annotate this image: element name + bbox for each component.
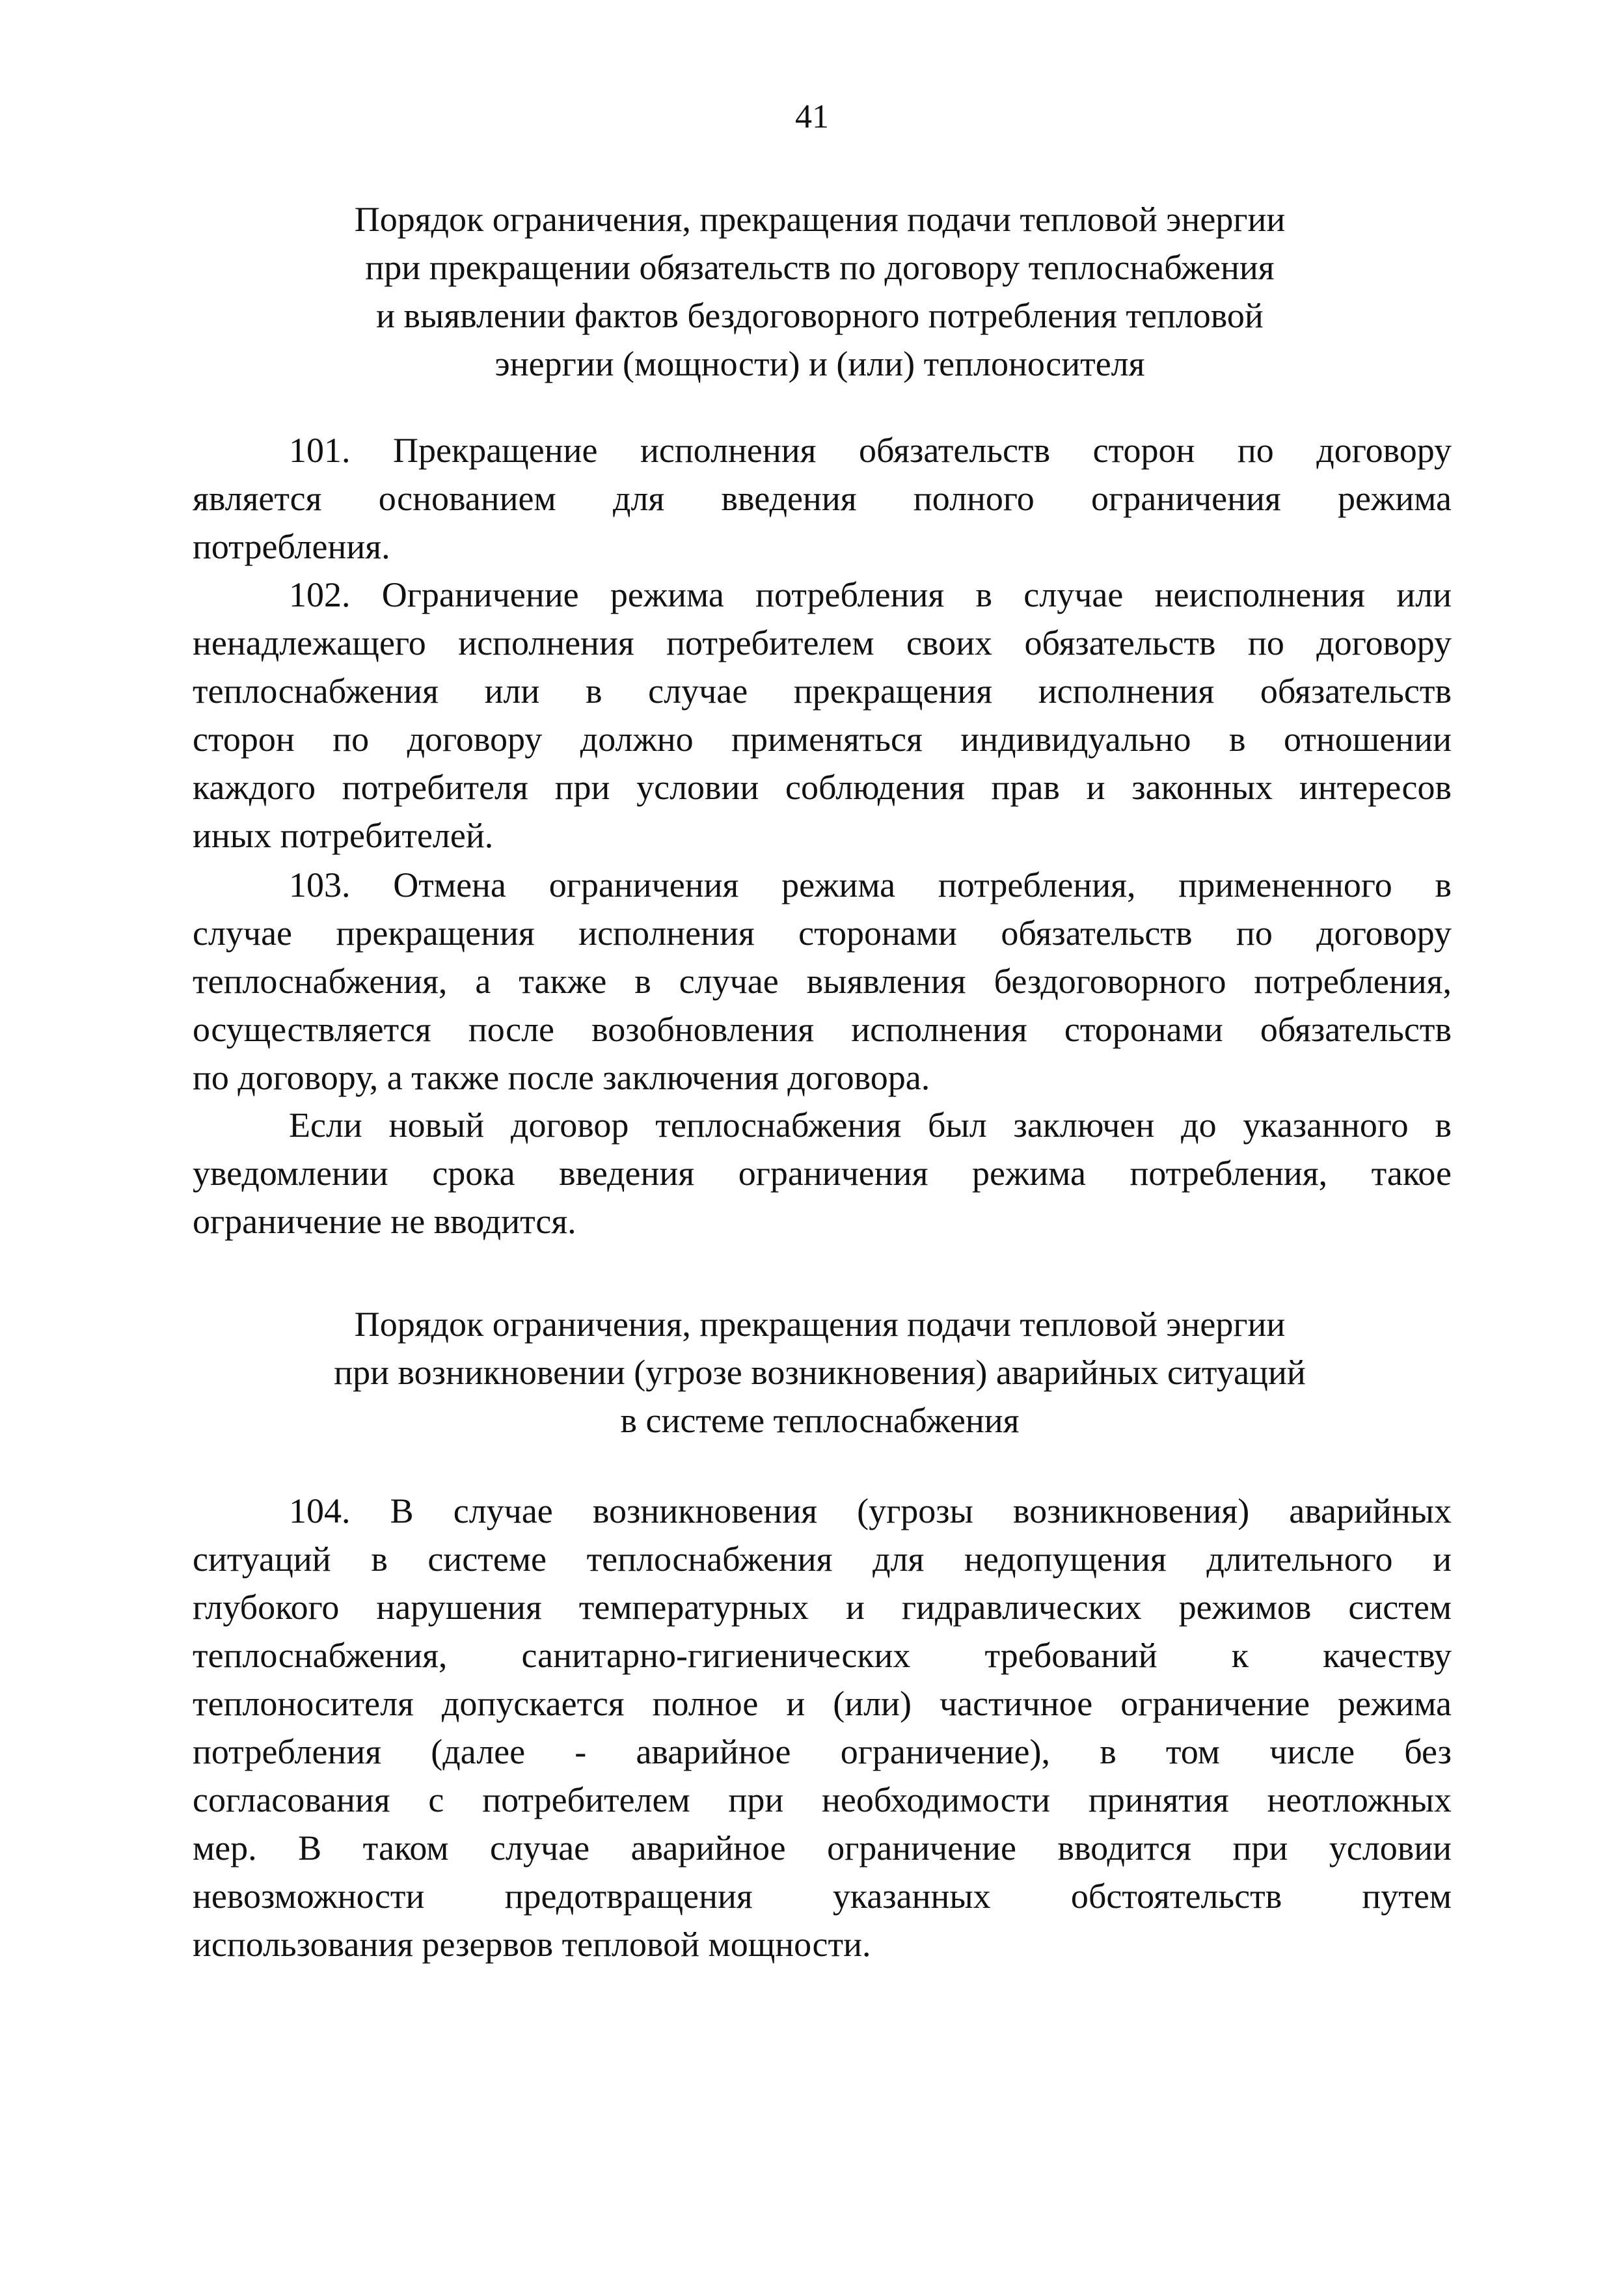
text-line: потребления (далее - аварийное ограничение), в том числе без	[193, 1732, 1452, 1771]
heading-line: при возникновении (угрозе возникновения) аварийных ситуаций	[334, 1353, 1306, 1392]
text-line: теплоносителя допускается полное и (или) частичное ограничение режима	[193, 1684, 1452, 1723]
text-line: согласования с потребителем при необходимости принятия неотложных	[193, 1780, 1452, 1819]
text-line: потребления.	[193, 527, 390, 566]
text-line: уведомлении срока введения ограничения режима потребления, такое	[193, 1154, 1452, 1193]
text-line: по договору, а также после заключения договора.	[193, 1058, 930, 1097]
text-line: ненадлежащего исполнения потребителем своих обязательств по договору	[193, 623, 1452, 662]
text-line: Если новый договор теплоснабжения был заключен до указанного в	[289, 1106, 1452, 1145]
text-line: 102. Ограничение режима потребления в случае неисполнения или	[289, 575, 1452, 614]
text-line: ситуаций в системе теплоснабжения для недопущения длительного и	[193, 1540, 1452, 1579]
paragraph-104	[193, 1487, 1452, 1968]
text-line: использования резервов тепловой мощности.	[193, 1925, 871, 1964]
heading-line: Порядок ограничения, прекращения подачи тепловой энергии	[354, 200, 1286, 239]
page-number: 41	[795, 98, 829, 135]
text-line: невозможности предотвращения указанных обстоятельств путем	[193, 1877, 1452, 1916]
text-line: ограничение не вводится.	[193, 1202, 576, 1241]
heading-line: энергии (мощности) и (или) теплоносителя	[494, 344, 1145, 383]
text-line: мер. В таком случае аварийное ограничение вводится при условии	[193, 1828, 1452, 1868]
text-line: иных потребителей.	[193, 816, 494, 855]
text-line: каждого потребителя при условии соблюдения прав и законных интересов	[193, 768, 1452, 807]
text-line: 103. Отмена ограничения режима потребления, примененного в	[289, 865, 1452, 904]
text-line: является основанием для введения полного ограничения режима	[193, 479, 1452, 518]
paragraph-101	[193, 426, 1452, 571]
section-heading-2	[195, 1300, 1444, 1445]
text-line: теплоснабжения, санитарно-гигиенических требований к качеству	[193, 1636, 1452, 1675]
heading-line: Порядок ограничения, прекращения подачи тепловой энергии	[354, 1305, 1286, 1344]
text-line: глубокого нарушения температурных и гидравлических режимов систем	[193, 1588, 1452, 1627]
section-heading-1	[195, 195, 1444, 388]
text-line: теплоснабжения, а также в случае выявления бездоговорного потребления,	[193, 962, 1452, 1001]
heading-line: и выявлении фактов бездоговорного потребления тепловой	[376, 296, 1264, 335]
heading-line: при прекращении обязательств по договору теплоснабжения	[365, 248, 1275, 287]
heading-line: в системе теплоснабжения	[620, 1401, 1020, 1440]
paragraph-103-continuation	[193, 1101, 1452, 1245]
paragraph-103	[193, 861, 1452, 1102]
text-line: 104. В случае возникновения (угрозы возникновения) аварийных	[289, 1491, 1452, 1530]
text-line: случае прекращения исполнения сторонами обязательств по договору	[193, 914, 1452, 953]
text-line: осуществляется после возобновления исполнения сторонами обязательств	[193, 1010, 1452, 1049]
paragraph-102	[193, 571, 1452, 860]
text-line: теплоснабжения или в случае прекращения исполнения обязательств	[193, 672, 1452, 711]
text-line: 101. Прекращение исполнения обязательств сторон по договору	[289, 431, 1452, 470]
text-line: сторон по договору должно применяться индивидуально в отношении	[193, 720, 1452, 759]
